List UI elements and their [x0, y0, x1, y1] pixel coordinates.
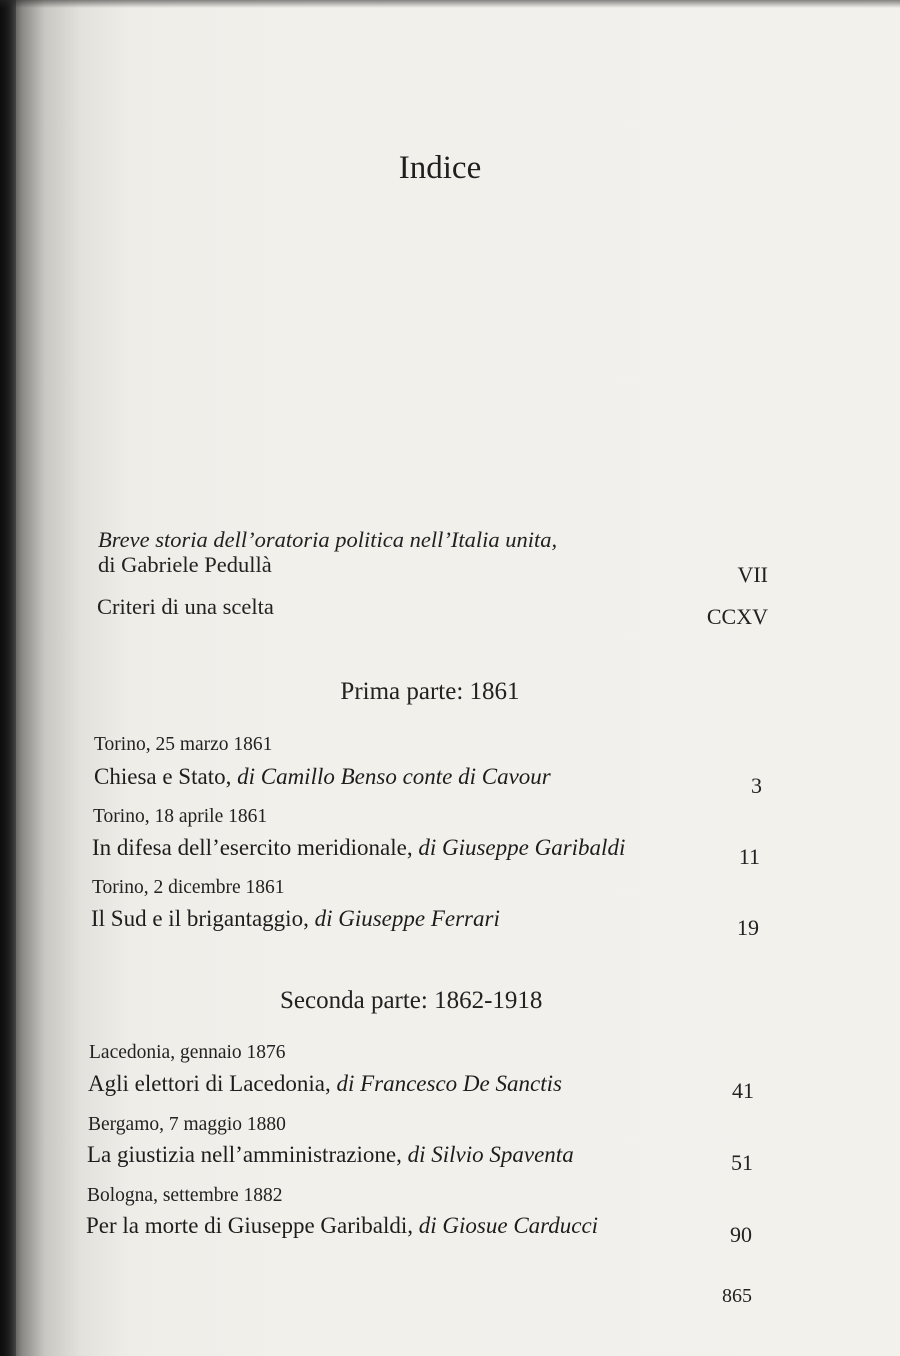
entry-2-title: In difesa dell’esercito meridionale, — [92, 835, 419, 860]
entry-4-author: di Francesco De Sanctis — [336, 1071, 562, 1096]
entry-3-place-date: Torino, 2 dicembre 1861 — [92, 877, 285, 898]
entry-3-title-line — [91, 906, 500, 932]
entry-4-title: Agli elettori di Lacedonia, — [88, 1071, 337, 1096]
entry-1-page: 3 — [751, 773, 762, 798]
entry-4-page: 41 — [732, 1078, 754, 1103]
top-edge-shadow — [0, 0, 900, 8]
entry-6-author: di Giosue Carducci — [418, 1213, 599, 1238]
entry-5-author: di Silvio Spaventa — [407, 1142, 574, 1167]
criteria-page: CCXV — [706, 604, 768, 629]
entry-3-page: 19 — [737, 915, 759, 940]
entry-1-place-date: Torino, 25 marzo 1861 — [94, 734, 273, 755]
entry-2-place-date: Torino, 18 aprile 1861 — [93, 806, 268, 827]
entry-2-title-line — [92, 835, 625, 861]
entry-5-page: 51 — [731, 1150, 753, 1175]
intro-title: Breve storia dell’oratoria politica nell’Italia unita, — [98, 527, 558, 552]
intro-page: VII — [737, 562, 768, 587]
entry-1-title-line — [94, 764, 551, 790]
entry-6-page: 90 — [730, 1222, 752, 1247]
page-title: Indice — [398, 150, 482, 186]
entry-6-place-date: Bologna, settembre 1882 — [87, 1185, 283, 1206]
entry-6-title: Per la morte di Giuseppe Garibaldi, — [86, 1213, 419, 1238]
entry-1-author: di Camillo Benso conte di Cavour — [237, 764, 551, 789]
entry-5-place-date: Bergamo, 7 maggio 1880 — [88, 1114, 286, 1135]
criteria-title: Criteri di una scelta — [97, 594, 274, 619]
entry-5-title-line — [87, 1142, 574, 1168]
entry-3-title: Il Sud e il brigantaggio, — [91, 906, 315, 931]
entry-3-author: di Giuseppe Ferrari — [314, 906, 500, 931]
part-1-heading: Prima parte: 1861 — [340, 678, 520, 705]
intro-author: di Gabriele Pedullà — [98, 552, 272, 577]
part-2-heading: Seconda parte: 1862-1918 — [280, 987, 543, 1014]
entry-6-title-line — [86, 1213, 598, 1239]
entry-2-author: di Giuseppe Garibaldi — [418, 835, 626, 860]
entry-4-place-date: Lacedonia, gennaio 1876 — [89, 1042, 286, 1063]
page-number: 865 — [722, 1285, 752, 1307]
entry-4-title-line — [88, 1071, 562, 1097]
entry-5-title: La giustizia nell’amministrazione, — [87, 1142, 408, 1167]
entry-1-title: Chiesa e Stato, — [94, 764, 238, 789]
entry-2-page: 11 — [738, 844, 760, 869]
